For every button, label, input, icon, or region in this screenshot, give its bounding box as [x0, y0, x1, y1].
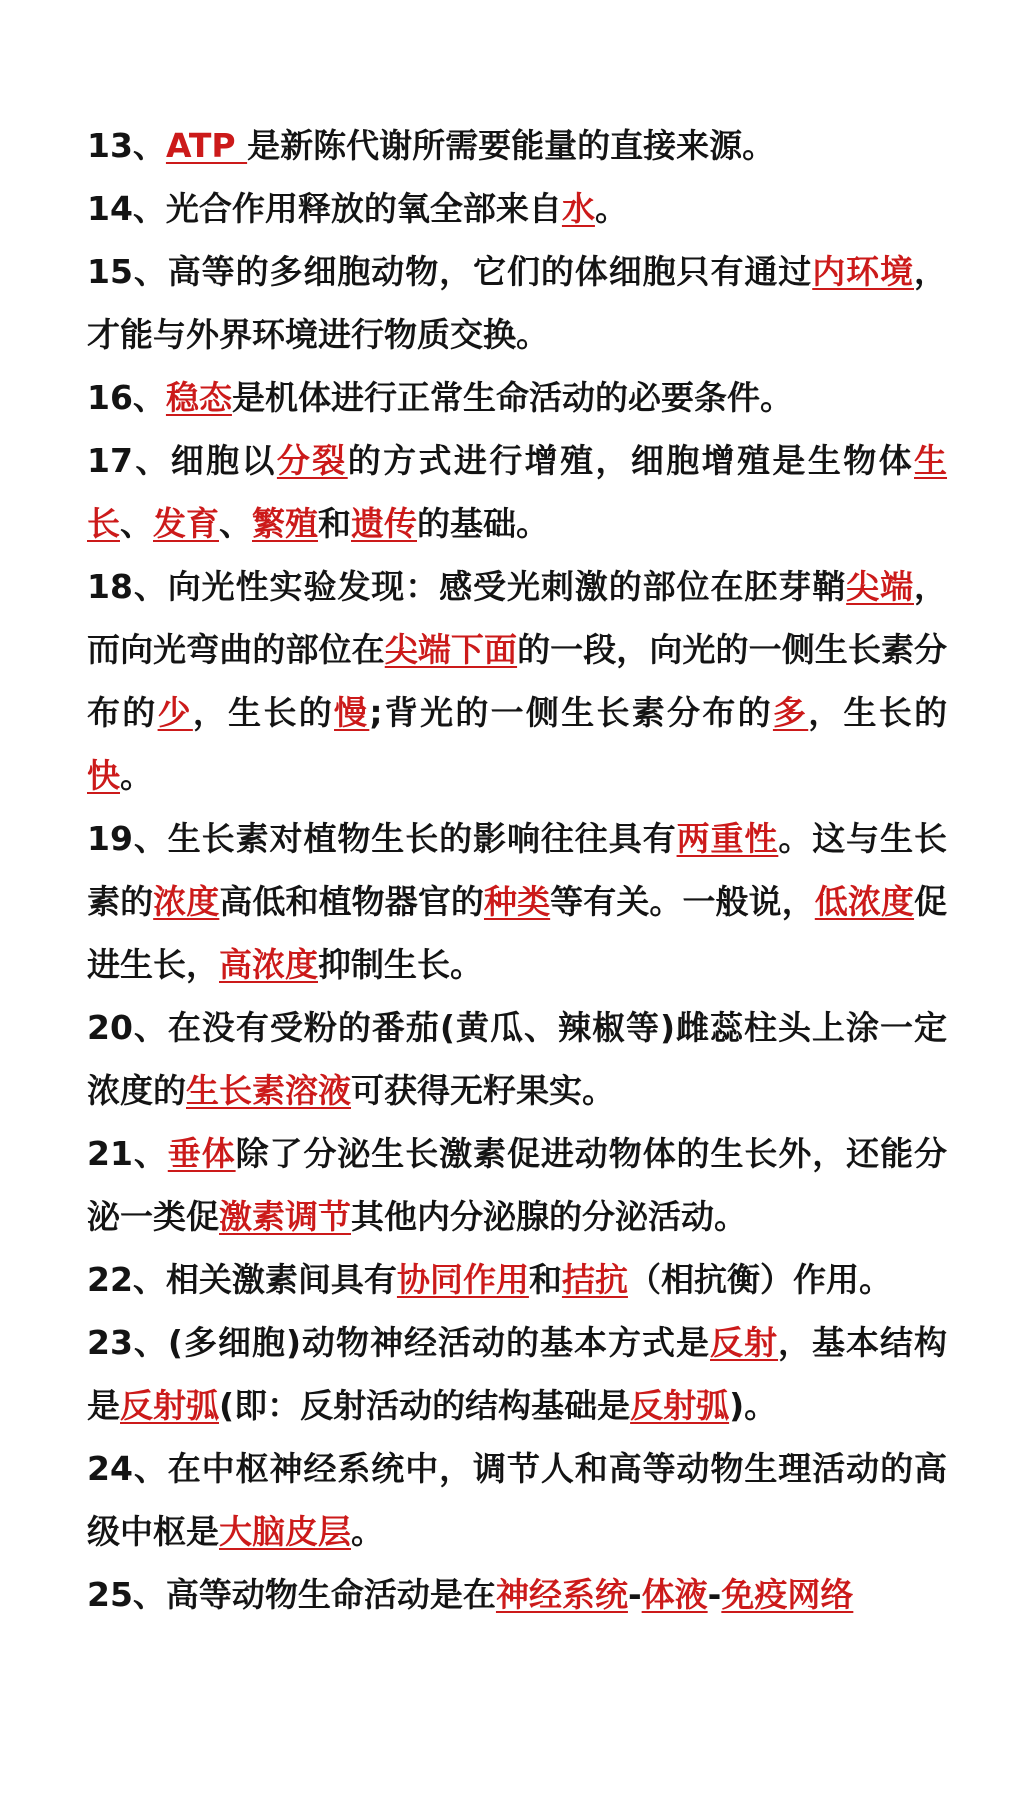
answer-highlight: 激素调节 [219, 1197, 351, 1236]
answer-highlight: 尖端 [846, 567, 914, 606]
answer-highlight: 内环境 [812, 252, 914, 291]
answer-highlight: 垂体 [167, 1134, 236, 1173]
note-item [87, 366, 947, 429]
answer-highlight: 水 [561, 189, 595, 228]
answer-highlight: 大脑皮层 [219, 1512, 351, 1551]
note-text: - [627, 1575, 642, 1614]
note-text: 。这与生长素的 [87, 819, 948, 921]
note-item [87, 177, 947, 240]
note-text: 可获得无籽果实。 [351, 1071, 615, 1110]
note-text: 除了分泌生长激素促进动物体的生长外，还能分泌一类促 [87, 1134, 947, 1236]
note-text: )。 [729, 1386, 778, 1425]
note-text: 25、高等动物生命活动是在 [87, 1575, 496, 1614]
answer-highlight: 发育 [153, 504, 219, 543]
note-item [87, 429, 947, 555]
note-text: 19、生长素对植物生长的影响往往具有 [87, 819, 677, 858]
note-text: 等有关。一般说， [550, 882, 815, 921]
answer-highlight: 拮抗 [561, 1260, 628, 1299]
note-text: ，基本结构是 [87, 1323, 948, 1425]
answer-highlight: 稳态 [165, 378, 232, 417]
note-text: 24、在中枢神经系统中，调节人和高等动物生理活动的高级中枢是 [87, 1449, 947, 1551]
note-text: 是新陈代谢所需要能量的直接来源。 [247, 126, 776, 165]
answer-highlight: 生长素溶液 [186, 1071, 351, 1110]
answer-highlight: 种类 [483, 882, 551, 921]
note-text: 、 [219, 504, 252, 543]
note-text: 的基础。 [417, 504, 549, 543]
answer-highlight: 协同作用 [396, 1260, 529, 1299]
note-text: 的方式进行增殖，细胞增殖是生物体 [347, 441, 915, 480]
answer-highlight: 两重性 [676, 819, 779, 858]
note-item [87, 555, 947, 807]
answer-highlight: 反射弧 [630, 1386, 730, 1425]
note-text: 。 [120, 756, 153, 795]
answer-highlight: 体液 [641, 1575, 708, 1614]
note-text: 。 [351, 1512, 384, 1551]
note-text: 17、细胞以 [87, 441, 277, 480]
note-text: ，而向光弯曲的部位在 [87, 567, 947, 669]
answer-highlight: 反射弧 [120, 1386, 219, 1425]
note-text: 20、在没有受粉的番茄(黄瓜、辣椒等)雌蕊柱头上涂一定浓度的 [87, 1008, 947, 1110]
note-item [87, 240, 947, 366]
note-text: (即：反射活动的结构基础是 [219, 1386, 631, 1425]
note-item [87, 1437, 947, 1563]
notes-page [87, 114, 947, 1626]
note-text: ;背光的一侧生长素分布的 [369, 693, 773, 732]
note-text: 是机体进行正常生命活动的必要条件。 [231, 378, 793, 417]
note-item [87, 1122, 947, 1248]
answer-highlight: 多 [772, 693, 809, 732]
answer-highlight: 生长 [87, 441, 948, 543]
answer-highlight: 免疫网络 [721, 1575, 854, 1614]
note-item [87, 114, 947, 177]
answer-highlight: 反射 [710, 1323, 779, 1362]
note-text: ，才能与外界环境进行物质交换。 [87, 252, 947, 354]
note-text: - [707, 1575, 722, 1614]
answer-highlight: 少 [157, 693, 193, 732]
answer-highlight: 遗传 [351, 504, 417, 543]
answer-highlight: 尖端下面 [384, 630, 518, 669]
note-text: ，生长的 [192, 693, 335, 732]
answer-highlight: 繁殖 [252, 504, 318, 543]
note-text: 21、 [87, 1134, 168, 1173]
answer-highlight: 浓度 [153, 882, 220, 921]
note-text: 的一段，向光的一侧生长素分布的 [87, 630, 948, 732]
note-text: 高低和植物器官的 [219, 882, 484, 921]
answer-highlight: 分裂 [276, 441, 348, 480]
note-item [87, 807, 947, 996]
note-text: 其他内分泌腺的分泌活动。 [351, 1197, 747, 1236]
note-text: （相抗衡）作用。 [627, 1260, 892, 1299]
note-item [87, 996, 947, 1122]
note-item [87, 1311, 947, 1437]
note-text: 15、高等的多细胞动物，它们的体细胞只有通过 [87, 252, 813, 291]
note-text: 23、(多细胞)动物神经活动的基本方式是 [87, 1323, 711, 1362]
note-text: 18、向光性实验发现：感受光刺激的部位在胚芽鞘 [87, 567, 847, 606]
answer-highlight: 快 [87, 756, 120, 795]
note-text: 22、相关激素间具有 [87, 1260, 397, 1299]
note-text: ，生长的 [808, 693, 948, 732]
note-text: 促进生长， [87, 882, 948, 984]
answer-highlight: 低浓度 [814, 882, 915, 921]
note-text: 。 [594, 189, 628, 228]
note-text: 16、 [87, 378, 166, 417]
answer-highlight: ATP [165, 126, 248, 165]
note-text: 13、 [87, 126, 166, 165]
note-text: 抑制生长。 [318, 945, 483, 984]
answer-highlight: 神经系统 [495, 1575, 628, 1614]
answer-highlight: 慢 [334, 693, 370, 732]
note-text: 、 [120, 504, 153, 543]
note-item [87, 1563, 947, 1626]
note-text: 和 [318, 504, 351, 543]
note-text: 14、光合作用释放的氧全部来自 [87, 189, 562, 228]
answer-highlight: 高浓度 [219, 945, 318, 984]
note-item [87, 1248, 947, 1311]
note-text: 和 [528, 1260, 562, 1299]
